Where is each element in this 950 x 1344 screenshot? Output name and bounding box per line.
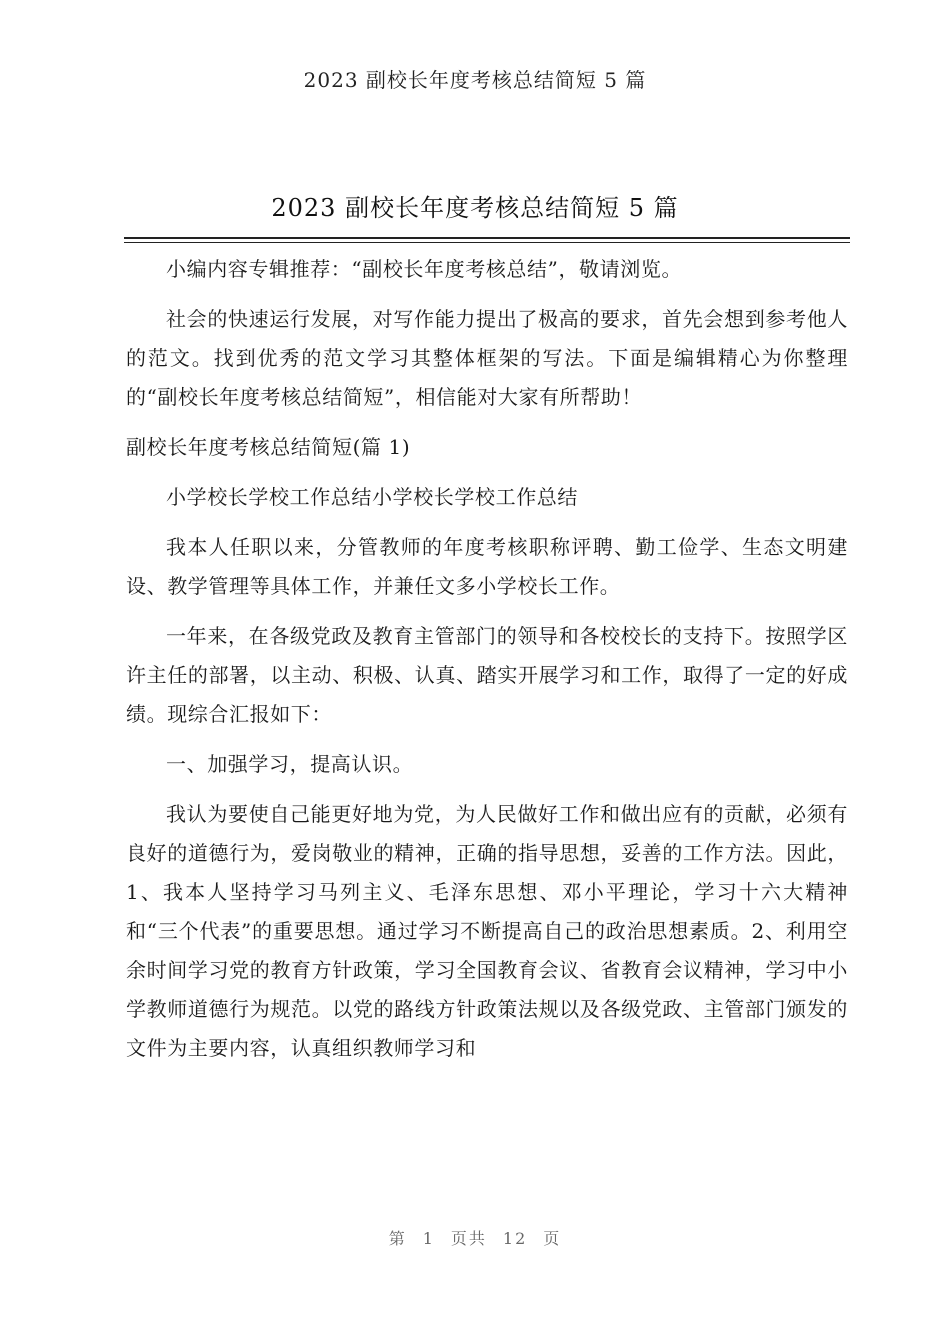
running-header: 2023 副校长年度考核总结简短 5 篇 (303, 68, 647, 92)
numbered-heading: 一、加强学习，提高认识。 (166, 752, 414, 776)
document-body (126, 250, 848, 1079)
intro-paragraph: 社会的快速运行发展，对写作能力提出了极高的要求，首先会想到参考他人的范文。找到优秀的范文学习其整体框架的写法。下面是编辑精心为你整理的“副校长年度考核总结简短”，相信能对大家有所帮助！ (126, 307, 848, 409)
section-heading: 副校长年度考核总结简短(篇 1) (126, 435, 411, 459)
document-title: 2023 副校长年度考核总结简短 5 篇 (271, 194, 679, 222)
page-number: 1 (422, 1229, 435, 1248)
body-paragraph: 一年来，在各级党政及教育主管部门的领导和各校校长的支持下。按照学区许主任的部署，以主动、积极、认真、踏实开展学习和工作，取得了一定的好成绩。现综合汇报如下： (126, 624, 848, 726)
page-total: 12 (502, 1229, 528, 1248)
body-paragraph: 我本人任职以来，分管教师的年度考核职称评聘、勤工俭学、生态文明建设、教学管理等具体工作，并兼任文多小学校长工作。 (126, 535, 848, 598)
body-paragraph: 我认为要使自己能更好地为党，为人民做好工作和做出应有的贡献，必须有良好的道德行为，爱岗敬业的精神，正确的指导思想，妥善的工作方法。因此，1、我本人坚持学习马列主义、毛泽东思想、邓小平理论，学习十六大精神和“三个代表”的重要思想。通过学习不断提高自己的政治思想素质。2、利用空余时间学习党的教育方针政策，学习全国教育会议、省教育会议精神，学习中小学教师道德行为规范。以党的路线方针政策法规以及各级党政、主管部门颁发的文件为主要内容，认真组织教师学习和 (126, 802, 848, 1060)
page-footer (0, 1226, 950, 1249)
page-label-middle: 页共 (450, 1229, 487, 1248)
intro-recommendation: 小编内容专辑推荐：“副校长年度考核总结”，敬请浏览。 (166, 257, 683, 281)
subtitle-paragraph: 小学校长学校工作总结小学校长学校工作总结 (166, 485, 578, 509)
page-label-prefix: 第 (388, 1229, 407, 1248)
page-label-suffix: 页 (543, 1229, 562, 1248)
title-divider (124, 237, 850, 243)
